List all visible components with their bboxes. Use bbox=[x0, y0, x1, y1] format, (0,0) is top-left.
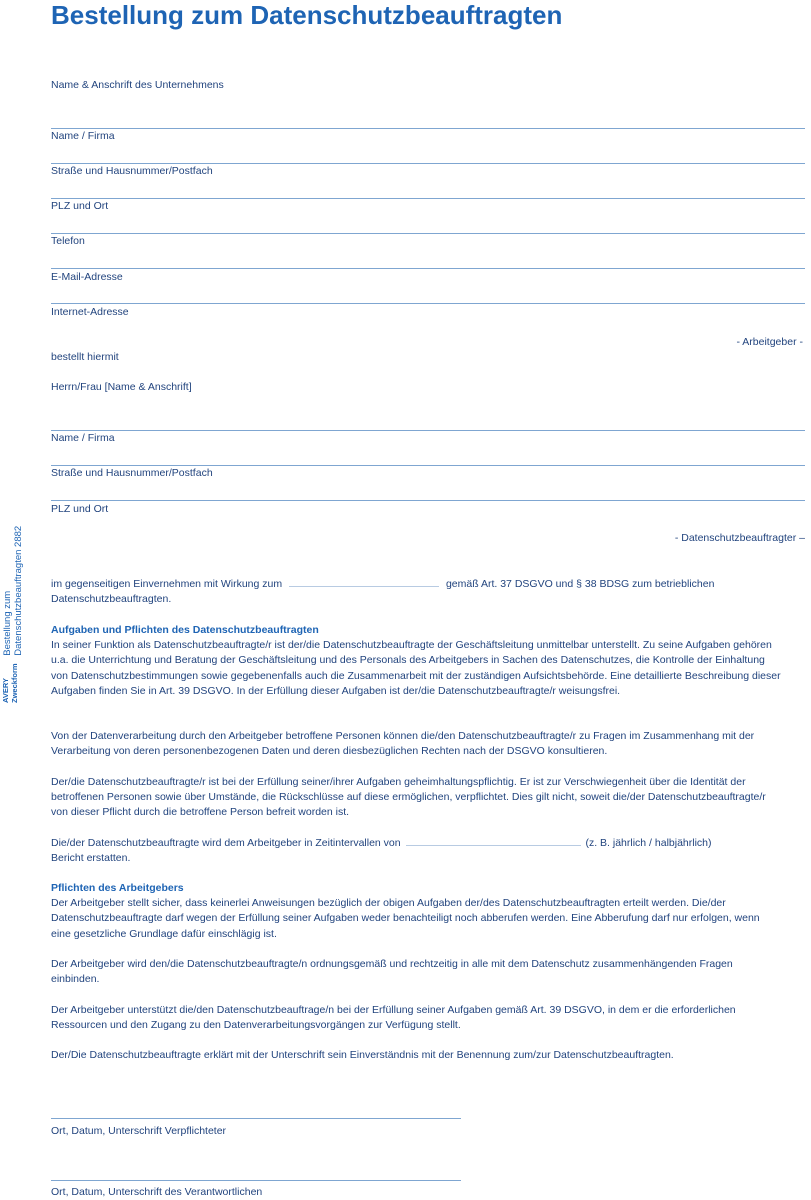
agreement-paragraph bbox=[51, 576, 781, 607]
duties-section bbox=[51, 623, 781, 699]
signature-line-responsible[interactable] bbox=[51, 1180, 461, 1181]
officer-city-label: PLZ und Ort bbox=[51, 503, 109, 515]
page-title: Bestellung zum Datenschutzbeauftragten bbox=[51, 0, 563, 30]
zweckform-brand: Zweckform bbox=[9, 663, 19, 703]
report-paragraph bbox=[51, 835, 781, 866]
appoints-text: bestellt hiermit bbox=[51, 351, 119, 363]
duties-p2: Von der Datenverarbeitung durch den Arbeitgeber betroffene Personen können die/den Datenschutzbeauftragte/r zu Fragen im Zusammenhang mit der Verarbeitung von deren personenbezogenen Daten und deren diesbezüglichen Rechten nach der DSGVO konsultieren. bbox=[51, 730, 755, 758]
side-line-2: Datenschutzbeauftragten 2882 bbox=[13, 525, 24, 656]
effective-date-blank[interactable] bbox=[289, 576, 439, 587]
employer-duties-p3: Der Arbeitgeber unterstützt die/den Datenschutzbeauftrage/n bei der Erfüllung seiner Aufgaben gemäß Art. 39 DSGVO, in dem er die erforderlichen Ressourcen und den Zugang zu den Datenverarbeitungsvorgängen zur Verfügung stellt. bbox=[51, 1004, 736, 1032]
report-line2: Bericht erstatten. bbox=[51, 852, 131, 865]
agreement-before: im gegenseitigen Einvernehmen mit Wirkung zum bbox=[51, 578, 283, 590]
agreement-after: gemäß Art. 37 DSGVO und § 38 BDSG zum betrieblichen bbox=[445, 578, 715, 590]
report-after: (z. B. jährlich / halbjährlich) bbox=[585, 837, 712, 849]
avery-logo bbox=[2, 663, 19, 703]
officer-name-label: Name / Firma bbox=[51, 432, 115, 444]
employer-duties-section bbox=[51, 881, 781, 942]
officer-name-line[interactable] bbox=[51, 430, 805, 431]
employer-name-label: Name / Firma bbox=[51, 130, 115, 142]
employer-email-line[interactable] bbox=[51, 268, 805, 269]
employer-duties-p1: Der Arbeitgeber stellt sicher, dass keinerlei Anweisungen bezüglich der obigen Aufgaben der/des Datenschutzbeauftragten erteilt werden. Die/der Datenschutzbeauftragte darf wegen der Erfüllung seiner Aufgaben weder benachteiligt noch abberufen werden. Eine Abberufung darf nur erfolgen, wenn eine gesetzliche Grundlage dafür einschlägig ist. bbox=[51, 897, 760, 940]
officer-street-label: Straße und Hausnummer/Postfach bbox=[51, 467, 213, 479]
officer-heading: Herrn/Frau [Name & Anschrift] bbox=[51, 381, 192, 393]
signature-label-responsible: Ort, Datum, Unterschrift des Verantwortlichen bbox=[51, 1186, 263, 1198]
duties-heading: Aufgaben und Pflichten des Datenschutzbeauftragten bbox=[51, 624, 319, 636]
employer-heading: Name & Anschrift des Unternehmens bbox=[51, 79, 224, 91]
report-interval-blank[interactable] bbox=[406, 835, 581, 846]
employer-duties-heading: Pflichten des Arbeitgebers bbox=[51, 882, 184, 894]
signature-label-obligated: Ort, Datum, Unterschrift Verpflichteter bbox=[51, 1125, 227, 1137]
employer-city-label: PLZ und Ort bbox=[51, 200, 109, 212]
side-brand-strip bbox=[2, 503, 28, 703]
employer-web-line[interactable] bbox=[51, 303, 805, 304]
employer-duties-p2: Der Arbeitgeber wird den/die Datenschutzbeauftragte/n ordnungsgemäß und rechtzeitig in alle mit dem Datenschutz zusammenhängenden Fragen einbinden. bbox=[51, 958, 733, 986]
officer-street-line[interactable] bbox=[51, 465, 805, 466]
consent-statement: Der/Die Datenschutzbeauftragte erklärt mit der Unterschrift sein Einverständnis mit der Benennung zum/zur Datenschutzbeauftragten. bbox=[51, 1049, 674, 1061]
employer-web-label: Internet-Adresse bbox=[51, 306, 129, 318]
employer-name-line[interactable] bbox=[51, 128, 805, 129]
employer-phone-line[interactable] bbox=[51, 233, 805, 234]
signature-line-obligated[interactable] bbox=[51, 1118, 461, 1119]
employer-street-label: Straße und Hausnummer/Postfach bbox=[51, 165, 213, 177]
duties-p3: Der/die Datenschutzbeauftragte/r ist bei der Erfüllung seiner/ihrer Aufgaben geheimhaltungspflichtig. Er ist zur Verschwiegenheit über die Identität der betroffenen Personen sowie über Umstände, die Rückschlüsse auf diese ermöglichen, verpflichtet. Dies gilt nicht, soweit die/der Datenschutzbeauftragte/r von dieser Pflicht durch die betroffene Person befreit worden ist. bbox=[51, 776, 766, 819]
employer-phone-label: Telefon bbox=[51, 235, 85, 247]
officer-role: - Datenschutzbeauftragter – bbox=[674, 532, 805, 544]
employer-street-line[interactable] bbox=[51, 163, 805, 164]
duties-p1: In seiner Funktion als Datenschutzbeauftragte/r ist der/die Datenschutzbeauftragte der Geschäftsleitung unmittelbar unterstellt. Zu seine Aufgaben gehören u.a. die Unterrichtung und Beratung der Geschäftsleitung und des Personals des Arbeitgebers in Sachen des Datenschutzes, die Kontrolle der Einhaltung von Datenschutzbestimmungen sowie gegebenenfalls auch die Zusammenarbeit mit der zuständigen Aufsichtsbehörde. Eine detaillierte Beschreibung dieser Aufgaben finden Sie in Art. 39 DSGVO. In der Erfüllung dieser Aufgaben ist der/die Datenschutzbeauftragte/r weisungsfrei. bbox=[51, 639, 781, 697]
employer-city-line[interactable] bbox=[51, 198, 805, 199]
agreement-line2: Datenschutzbeauftragten. bbox=[51, 593, 172, 606]
officer-city-line[interactable] bbox=[51, 500, 805, 501]
employer-role: - Arbeitgeber - bbox=[736, 336, 803, 348]
side-line-1: Bestellung zum bbox=[2, 590, 13, 656]
side-product-text bbox=[2, 526, 24, 656]
report-before: Die/der Datenschutzbeauftragte wird dem Arbeitgeber in Zeitintervallen von bbox=[51, 837, 401, 849]
employer-email-label: E-Mail-Adresse bbox=[51, 271, 123, 283]
avery-brand: AVERY bbox=[1, 677, 10, 703]
